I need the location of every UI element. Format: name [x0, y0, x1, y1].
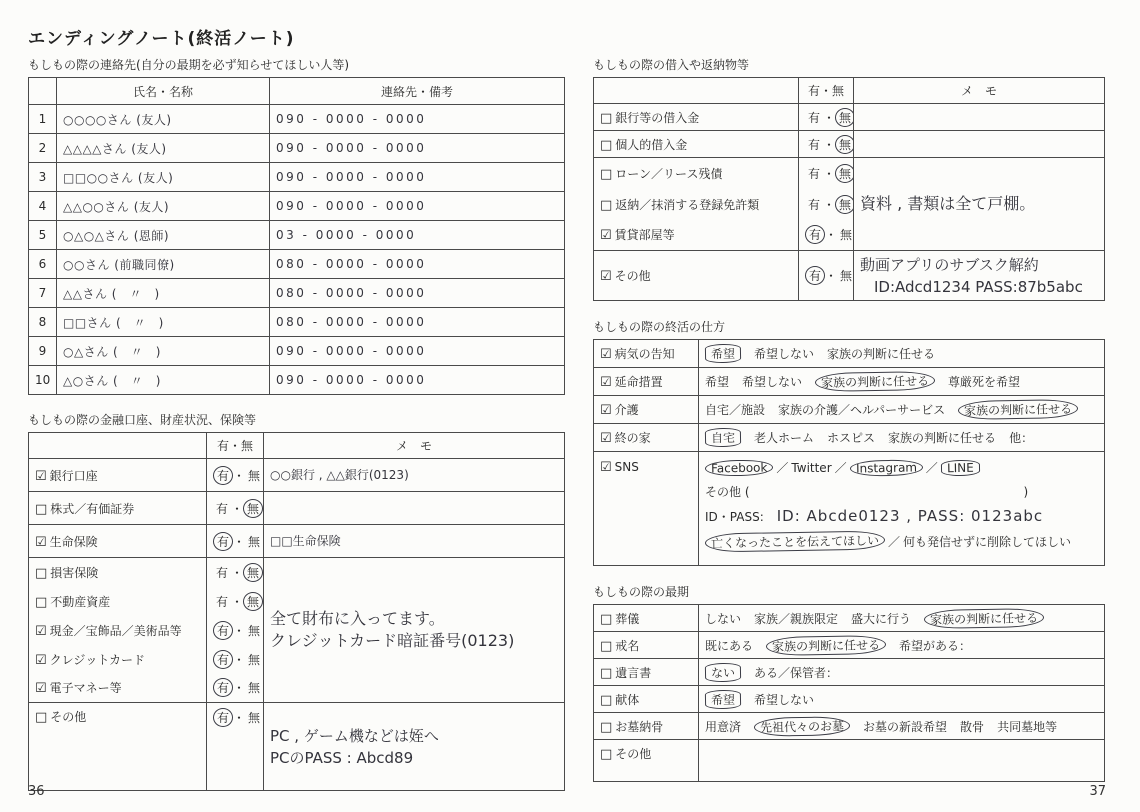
borrow-row-bank-loan	[594, 104, 1105, 131]
checkbox-icon: □	[35, 565, 48, 581]
checkbox-icon: □	[600, 197, 613, 213]
exist-options	[799, 220, 854, 251]
options-cell	[699, 424, 1105, 452]
option-label: Twitter	[791, 460, 832, 475]
exist-option-yes: 有	[808, 166, 821, 181]
memo-line-2: PCのPASS : Abcd89	[270, 748, 414, 767]
contact-info: 090 - 0000 - 0000	[270, 134, 565, 163]
option-list	[705, 609, 1098, 628]
finance-header-row	[29, 433, 565, 459]
options-cell	[699, 340, 1105, 368]
option-selected: 希望	[705, 344, 741, 364]
block-memo-line: 資料 , 書類は全て戸棚。	[860, 194, 1036, 213]
borrow-header-empty	[594, 78, 799, 104]
row-label: □ お墓納骨	[594, 713, 699, 740]
memo-cell: □□生命保険	[264, 525, 565, 558]
finance-row-stocks	[29, 492, 565, 525]
finance-row-other	[29, 703, 565, 791]
finance-row-life-insurance	[29, 525, 565, 558]
contact-no: 2	[29, 134, 57, 163]
borrow-heading: もしもの際の借入や返納物等	[593, 58, 750, 72]
checkbox-icon: □	[600, 166, 613, 182]
contact-info: 090 - 0000 - 0000	[270, 192, 565, 221]
option-label: ／	[834, 461, 847, 475]
row-label: □ 戒名	[594, 632, 699, 659]
exist-option-yes: 有	[808, 197, 821, 212]
option-selected: 先祖代々のお墓	[754, 716, 850, 737]
checkbox-checked-icon: ☑	[600, 347, 612, 362]
contact-row	[29, 105, 565, 134]
shukatsu-row-life-support	[594, 368, 1105, 396]
option-list	[705, 690, 1098, 709]
option-selected: Facebook	[705, 459, 774, 476]
exist-option-yes: 有	[216, 594, 229, 609]
option-label: 既にある	[705, 638, 754, 653]
option-selected: 家族の判断に任せる	[766, 634, 886, 655]
contact-no: 1	[29, 105, 57, 134]
option-label: 尊厳死を希望	[948, 375, 1021, 389]
row-label: □ 遺言書	[594, 659, 699, 686]
sns-idpass-line	[705, 507, 1098, 525]
exist-option-no: 無	[248, 534, 261, 549]
row-label: □ 損害保険	[29, 558, 207, 587]
checkbox-icon: □	[35, 710, 48, 725]
checkbox-checked-icon: ☑	[600, 269, 612, 284]
memo-cell: ○○銀行 , △△銀行(0123)	[264, 459, 565, 492]
checkbox-checked-icon: ☑	[600, 460, 612, 475]
row-label: □ 献体	[594, 686, 699, 713]
contact-no: 9	[29, 337, 57, 366]
row-label: □ 不動産資産	[29, 587, 207, 616]
saigo-heading: もしもの際の最期	[593, 585, 690, 599]
right-column	[593, 58, 1105, 782]
checkbox-icon: □	[600, 638, 613, 654]
contact-no: 10	[29, 366, 57, 395]
row-label: ☑ 終の家	[594, 424, 699, 452]
exist-options	[799, 104, 854, 131]
checkbox-checked-icon: ☑	[600, 228, 612, 244]
saigo-row-body-donation	[594, 686, 1105, 713]
option-label: 共同墓地等	[997, 719, 1058, 734]
contact-row	[29, 134, 565, 163]
block-memo-line-2: クレジットカード暗証番号(0123)	[270, 631, 515, 650]
option-list	[705, 717, 1098, 736]
options-cell	[699, 368, 1105, 396]
exist-option-no: 無	[243, 499, 263, 518]
contact-row	[29, 308, 565, 337]
contact-info: 03 - 0000 - 0000	[270, 221, 565, 250]
row-label: ☑ 延命措置	[594, 368, 699, 396]
borrow-row-personal-loan	[594, 131, 1105, 158]
sns-other-open: その他 (	[705, 485, 750, 499]
row-label: ☑ 病気の告知	[594, 340, 699, 368]
sns-idpass-label: ID・PASS:	[705, 509, 764, 524]
exist-separator: ・	[233, 534, 246, 549]
option-label: 希望がある：	[899, 638, 972, 653]
shukatsu-row-illness-notice	[594, 340, 1105, 368]
contact-name: ○△さん ( 〃 )	[57, 337, 270, 366]
contact-info: 090 - 0000 - 0000	[270, 366, 565, 395]
sns-idpass-value: ID: Abcde0123 , PASS: 0123abc	[776, 507, 1044, 525]
exist-options	[799, 189, 854, 220]
sns-service-options	[705, 459, 1098, 476]
sns-notify-options	[705, 532, 1098, 551]
exist-options	[207, 616, 264, 645]
contact-no: 6	[29, 250, 57, 279]
option-label: ／	[925, 461, 938, 475]
contact-name: □□さん ( 〃 )	[57, 308, 270, 337]
row-label: ☑ 銀行口座	[29, 459, 207, 492]
shukatsu-row-final-home	[594, 424, 1105, 452]
contact-row	[29, 192, 565, 221]
exist-options	[207, 459, 264, 492]
saigo-row-grave	[594, 713, 1105, 740]
option-label: 何も発信せずに削除してほしい	[903, 535, 1072, 549]
checkbox-checked-icon: ☑	[35, 623, 47, 639]
option-label: 希望	[705, 375, 730, 389]
option-label: 用意済	[705, 719, 742, 734]
option-list	[705, 372, 1098, 391]
contacts-header-empty	[29, 78, 57, 105]
saigo-row-funeral	[594, 605, 1105, 632]
contact-no: 7	[29, 279, 57, 308]
option-label: 家族の介護／ヘルパーサービス	[778, 403, 946, 417]
exist-option-yes: 有	[213, 650, 233, 669]
options-cell	[699, 686, 1105, 713]
option-label: ホスピス	[827, 431, 876, 445]
exist-separator: ・	[825, 228, 838, 243]
row-label: □ 株式／有価証券	[29, 492, 207, 525]
memo-line-1: PC , ゲーム機などは姪へ	[270, 726, 439, 745]
exist-option-yes: 有	[805, 266, 825, 285]
contact-name: □□○○さん (友人)	[57, 163, 270, 192]
option-selected: 亡くなったことを伝えてほしい	[705, 530, 885, 552]
row-label: □ その他	[29, 703, 207, 791]
checkbox-icon: □	[35, 501, 48, 517]
options-cell	[699, 396, 1105, 424]
row-label: □ 銀行等の借入金	[594, 104, 799, 131]
option-label: ／	[776, 461, 789, 475]
memo-line-1: 動画アプリのサブスク解約	[860, 255, 1039, 274]
row-label: ☑ クレジットカード	[29, 645, 207, 674]
exist-option-yes: 有	[808, 110, 821, 125]
sns-other-line	[705, 483, 1098, 500]
memo-cell	[854, 104, 1105, 131]
option-list	[705, 428, 1098, 447]
options-cell	[699, 605, 1105, 632]
row-label: □ ローン／リース残債	[594, 158, 799, 189]
page-title: エンディングノート(終活ノート)	[28, 29, 295, 49]
option-label: 希望しない	[754, 347, 815, 361]
memo-cell	[854, 251, 1105, 301]
option-selected: 家族の判断に任せる	[815, 371, 935, 392]
option-selected: ない	[705, 662, 741, 682]
shukatsu-row-nursing-care	[594, 396, 1105, 424]
checkbox-icon: □	[600, 719, 613, 735]
memo-cell	[264, 492, 565, 525]
row-label: ☑ 介護	[594, 396, 699, 424]
option-label: 自宅／施設	[705, 403, 766, 417]
option-label: 家族の判断に任せる	[827, 347, 936, 361]
exist-option-yes: 有	[213, 708, 233, 727]
saigo-row-buddhist-name	[594, 632, 1105, 659]
finance-table	[28, 432, 565, 791]
exist-separator: ・	[823, 197, 836, 212]
option-label: 散骨	[960, 719, 985, 734]
page-number-right: 37	[1089, 784, 1106, 799]
contacts-header-contact: 連絡先・備考	[270, 78, 565, 105]
option-selected: 家族の判断に任せる	[958, 399, 1078, 420]
exist-option-yes: 有	[213, 466, 233, 485]
borrow-header-memo: メ モ	[854, 78, 1105, 104]
page-number-left: 36	[28, 784, 45, 799]
contact-name: △△△△さん (友人)	[57, 134, 270, 163]
option-selected: 希望	[705, 689, 741, 709]
option-selected: Instagram	[850, 459, 923, 476]
contact-info: 090 - 0000 - 0000	[270, 163, 565, 192]
checkbox-checked-icon: ☑	[35, 681, 47, 697]
finance-header-memo: メ モ	[264, 433, 565, 459]
exist-options	[207, 558, 264, 587]
row-label: □ 個人的借入金	[594, 131, 799, 158]
checkbox-checked-icon: ☑	[600, 375, 612, 390]
checkbox-icon: □	[600, 692, 613, 708]
checkbox-icon: □	[600, 137, 613, 153]
option-label: 老人ホーム	[754, 431, 815, 445]
exist-option-no: 無	[835, 164, 853, 183]
options-cell	[699, 740, 1105, 782]
checkbox-checked-icon: ☑	[35, 534, 47, 550]
contact-name: △△さん ( 〃 )	[57, 279, 270, 308]
checkbox-icon: □	[600, 747, 613, 762]
option-label: お墓の新設希望	[863, 719, 948, 734]
contact-row	[29, 366, 565, 395]
saigo-row-will	[594, 659, 1105, 686]
exist-options	[207, 525, 264, 558]
exist-option-no: 無	[835, 135, 853, 154]
shukatsu-heading: もしもの際の終活の仕方	[593, 320, 726, 334]
exist-separator: ・	[231, 501, 244, 516]
block-memo-line-1: 全て財布に入ってます。	[270, 609, 445, 628]
contact-row	[29, 279, 565, 308]
contact-info: 080 - 0000 - 0000	[270, 308, 565, 337]
contacts-heading: もしもの際の連絡先(自分の最期を必ず知らせてほしい人等)	[28, 58, 350, 72]
exist-options	[799, 158, 854, 189]
exist-separator: ・	[231, 594, 244, 609]
exist-options	[207, 645, 264, 674]
option-selected: 家族の判断に任せる	[924, 607, 1044, 628]
finance-row-damage-insurance	[29, 558, 565, 587]
exist-option-no: 無	[835, 195, 853, 214]
shukatsu-table	[593, 339, 1105, 566]
block-memo-cell	[854, 158, 1105, 251]
row-label: □ 葬儀	[594, 605, 699, 632]
contact-info: 090 - 0000 - 0000	[270, 337, 565, 366]
exist-options	[799, 131, 854, 158]
option-label: 家族／親族限定	[754, 611, 839, 626]
option-label: ／	[888, 535, 901, 549]
row-label: ☑ 生命保険	[29, 525, 207, 558]
exist-options	[207, 703, 264, 791]
memo-line-2: ID:Adcd1234 PASS:87b5abc	[874, 277, 1083, 296]
exist-options	[207, 674, 264, 703]
checkbox-checked-icon: ☑	[600, 431, 612, 446]
block-memo-cell	[264, 558, 565, 703]
sns-options-cell	[699, 452, 1105, 566]
option-label: しない	[705, 611, 742, 626]
contacts-header-name: 氏名・名称	[57, 78, 270, 105]
finance-header-empty	[29, 433, 207, 459]
finance-row-bank	[29, 459, 565, 492]
exist-option-no: 無	[248, 623, 261, 638]
contact-name: △△○○さん (友人)	[57, 192, 270, 221]
contact-name: ○○○○さん (友人)	[57, 105, 270, 134]
exist-option-yes: 有	[213, 621, 233, 640]
left-column	[28, 58, 565, 791]
exist-separator: ・	[823, 137, 836, 152]
contacts-table	[28, 77, 565, 395]
option-label: 他：	[1009, 431, 1034, 445]
memo-cell	[264, 703, 565, 791]
contact-row	[29, 337, 565, 366]
option-list	[705, 400, 1098, 419]
exist-options	[799, 251, 854, 301]
exist-separator: ・	[233, 681, 246, 696]
saigo-table	[593, 604, 1105, 782]
options-cell	[699, 713, 1105, 740]
exist-option-yes: 有	[805, 225, 825, 244]
exist-option-no: 無	[248, 681, 261, 696]
row-label: ☑ 電子マネー等	[29, 674, 207, 703]
exist-option-no: 無	[243, 563, 263, 582]
row-label: ☑ 現金／宝飾品／美術品等	[29, 616, 207, 645]
exist-option-no: 無	[248, 652, 261, 667]
exist-option-yes: 有	[216, 501, 229, 516]
option-label: ある／保管者：	[754, 665, 839, 680]
contact-no: 8	[29, 308, 57, 337]
row-label: ☑ その他	[594, 251, 799, 301]
option-list	[705, 663, 1098, 682]
exist-option-no: 無	[835, 108, 853, 127]
checkbox-icon: □	[600, 665, 613, 681]
contact-no: 4	[29, 192, 57, 221]
contact-info: 080 - 0000 - 0000	[270, 250, 565, 279]
borrow-row-other	[594, 251, 1105, 301]
contact-info: 090 - 0000 - 0000	[270, 105, 565, 134]
finance-header-exist: 有・無	[207, 433, 264, 459]
borrow-row-loan-lease	[594, 158, 1105, 189]
contact-row	[29, 221, 565, 250]
exist-separator: ・	[233, 623, 246, 638]
exist-option-no: 無	[243, 592, 263, 611]
borrow-header-row	[594, 78, 1105, 104]
exist-option-yes: 有	[213, 678, 233, 697]
shukatsu-row-sns	[594, 452, 1105, 566]
option-selected: LINE	[941, 459, 980, 476]
option-selected: 自宅	[705, 428, 741, 448]
contact-name: ○○さん (前職同僚)	[57, 250, 270, 279]
contact-name: △○さん ( 〃 )	[57, 366, 270, 395]
checkbox-icon: □	[600, 110, 613, 126]
option-list	[705, 636, 1098, 655]
exist-separator: ・	[823, 110, 836, 125]
borrow-table	[593, 77, 1105, 301]
checkbox-icon: □	[600, 611, 613, 627]
exist-option-yes: 有	[808, 137, 821, 152]
checkbox-checked-icon: ☑	[35, 468, 47, 484]
exist-option-no: 無	[840, 228, 853, 243]
exist-option-no: 無	[248, 711, 261, 725]
option-label: 盛大に行う	[851, 611, 912, 626]
checkbox-icon: □	[35, 594, 48, 610]
row-label: ☑ 賃貸部屋等	[594, 220, 799, 251]
row-label: □ 返納／抹消する登録免許類	[594, 189, 799, 220]
sns-other-close: )	[1023, 484, 1029, 499]
contact-row	[29, 163, 565, 192]
finance-heading: もしもの際の金融口座、財産状況、保険等	[28, 413, 257, 427]
exist-separator: ・	[233, 652, 246, 667]
contact-name: ○△○△さん (恩師)	[57, 221, 270, 250]
options-cell	[699, 659, 1105, 686]
contact-info: 080 - 0000 - 0000	[270, 279, 565, 308]
option-label: 希望しない	[754, 692, 815, 707]
option-label: 家族の判断に任せる	[888, 431, 997, 445]
exist-option-yes: 有	[213, 532, 233, 551]
exist-separator: ・	[231, 565, 244, 580]
row-label: ☑ SNS	[594, 452, 699, 566]
option-label: 希望しない	[742, 375, 803, 389]
options-cell	[699, 632, 1105, 659]
checkbox-checked-icon: ☑	[35, 652, 47, 668]
saigo-row-other	[594, 740, 1105, 782]
exist-separator: ・	[233, 711, 246, 725]
row-label: □ その他	[594, 740, 699, 782]
exist-separator: ・	[233, 468, 246, 483]
borrow-header-exist: 有・無	[799, 78, 854, 104]
contact-no: 5	[29, 221, 57, 250]
contacts-header-row	[29, 78, 565, 105]
checkbox-checked-icon: ☑	[600, 403, 612, 418]
exist-separator: ・	[823, 166, 836, 181]
exist-option-no: 無	[840, 269, 853, 283]
memo-cell	[854, 131, 1105, 158]
contact-no: 3	[29, 163, 57, 192]
exist-options	[207, 492, 264, 525]
exist-options	[207, 587, 264, 616]
contact-row	[29, 250, 565, 279]
option-list	[705, 344, 1098, 363]
exist-separator: ・	[825, 269, 838, 283]
exist-option-yes: 有	[216, 565, 229, 580]
exist-option-no: 無	[248, 468, 261, 483]
